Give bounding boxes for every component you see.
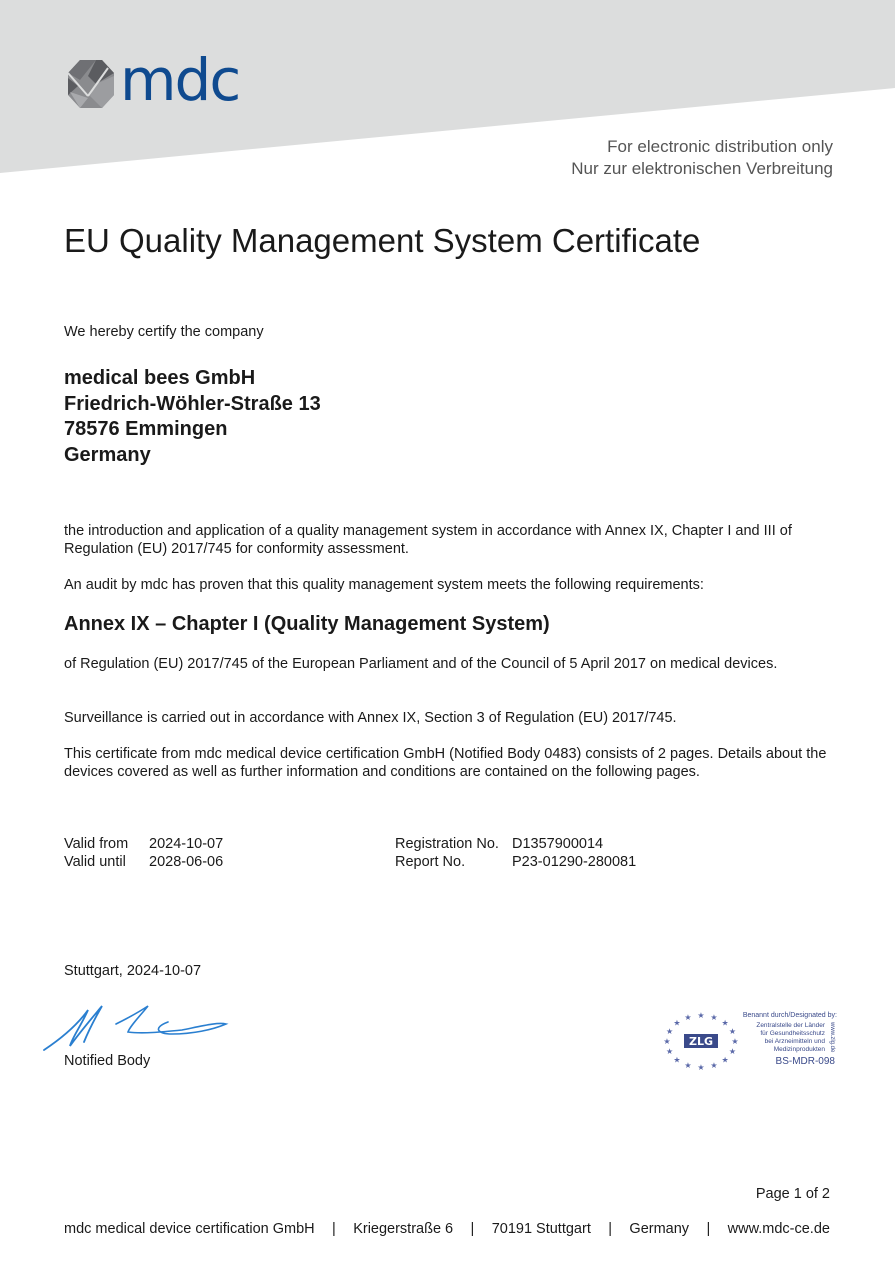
- star-icon: ★: [710, 1012, 718, 1022]
- zlg-authority: [756, 1022, 825, 1054]
- distribution-notice-de: Nur zur elektronischen Verbreitung: [571, 159, 833, 178]
- valid-from-value: 2024-10-07: [149, 836, 224, 852]
- star-icon: ★: [721, 1055, 729, 1065]
- valid-until-label: Valid until: [64, 854, 126, 870]
- star-icon: ★: [666, 1027, 674, 1037]
- distribution-notice: [571, 136, 833, 180]
- company-city: 78576 Emmingen: [64, 418, 228, 440]
- registration-value: D1357900014: [512, 836, 604, 852]
- intro-text: We hereby certify the company: [64, 324, 264, 340]
- report-label: Report No.: [395, 854, 466, 870]
- company-country: Germany: [64, 443, 151, 466]
- footer-separator: |: [608, 1221, 613, 1237]
- footer-company: mdc medical device certification GmbH: [64, 1221, 315, 1237]
- star-icon: ★: [728, 1046, 736, 1056]
- valid-from-label: Valid from: [64, 836, 129, 852]
- zlg-logo-text: ZLG: [688, 1035, 714, 1048]
- star-icon: ★: [710, 1061, 718, 1071]
- mdc-logo-icon: [66, 58, 116, 110]
- mdc-logo-text: mdc: [120, 46, 240, 114]
- star-icon: ★: [673, 1018, 681, 1028]
- registration-label: Registration No.: [395, 836, 499, 852]
- footer-city: 70191 Stuttgart: [491, 1221, 591, 1237]
- footer-country: Germany: [629, 1221, 690, 1237]
- star-icon: ★: [666, 1046, 674, 1056]
- certificate-title: EU Quality Management System Certificate: [64, 222, 701, 259]
- zlg-designation-seal: [662, 1010, 837, 1072]
- company-street: Friedrich-Wöhler-Straße 13: [64, 392, 321, 415]
- star-icon: ★: [728, 1027, 736, 1037]
- star-icon: ★: [684, 1061, 692, 1071]
- annex-heading: Annex IX – Chapter I (Quality Management System): [64, 613, 550, 635]
- signature-label: Notified Body: [64, 1053, 151, 1069]
- valid-until-value: 2028-06-06: [149, 854, 224, 870]
- footer-separator: |: [332, 1221, 336, 1237]
- star-icon: ★: [697, 1011, 705, 1020]
- certificate-info-paragraph: This certificate from mdc medical device certification GmbH (Notified Body 0483) consists of 2 pages. Details about the devices covered as well as further information and conditions are contained on the following pages.: [64, 746, 827, 780]
- footer: [64, 1221, 830, 1237]
- zlg-url: www.zlg.de: [829, 1022, 835, 1053]
- zlg-logo-icon: [662, 1010, 740, 1072]
- zlg-authority-line: bei Arzneimitteln und: [764, 1038, 825, 1045]
- star-icon: ★: [721, 1018, 729, 1028]
- mdc-logo: [66, 46, 240, 114]
- company-address: [64, 366, 321, 468]
- zlg-authority-line: Medizinprodukten: [773, 1046, 825, 1053]
- registration-info: [395, 835, 712, 871]
- zlg-code: BS-MDR-098: [775, 1056, 835, 1067]
- page-number: Page 1 of 2: [755, 1186, 830, 1202]
- star-icon: ★: [673, 1055, 681, 1065]
- star-icon: ★: [684, 1012, 692, 1022]
- company-name: medical bees GmbH: [64, 367, 256, 389]
- footer-separator: |: [706, 1221, 711, 1237]
- distribution-notice-en: For electronic distribution only: [607, 137, 833, 156]
- star-icon: ★: [731, 1037, 739, 1046]
- surveillance-paragraph: Surveillance is carried out in accordance with Annex IX, Section 3 of Regulation (EU) 2017/745.: [64, 710, 677, 726]
- regulation-paragraph: of Regulation (EU) 2017/745 of the European Parliament and of the Council of 5 April 2017 on medical devices.: [64, 656, 778, 672]
- validity-dates: [64, 835, 309, 871]
- report-value: P23-01290-280081: [512, 854, 637, 870]
- zlg-authority-line: für Gesundheitsschutz: [760, 1030, 825, 1037]
- signature-image: [42, 1002, 232, 1054]
- zlg-designated-by: Benannt durch/Designated by:: [742, 1012, 837, 1019]
- footer-separator: |: [470, 1221, 475, 1237]
- footer-website-link[interactable]: www.mdc-ce.de: [727, 1221, 830, 1237]
- introduction-paragraph: the introduction and application of a quality management system in accordance with Annex IX, Chapter I and III of Regulation (EU) 2017/745 for conformity assessment.: [64, 523, 792, 557]
- star-icon: ★: [697, 1063, 705, 1072]
- place-date: Stuttgart, 2024-10-07: [64, 963, 202, 979]
- footer-street: Kriegerstraße 6: [353, 1221, 454, 1237]
- audit-paragraph: An audit by mdc has proven that this quality management system meets the following requirements:: [64, 577, 704, 593]
- star-icon: ★: [663, 1037, 671, 1046]
- zlg-authority-line: Zentralstelle der Länder: [756, 1022, 825, 1029]
